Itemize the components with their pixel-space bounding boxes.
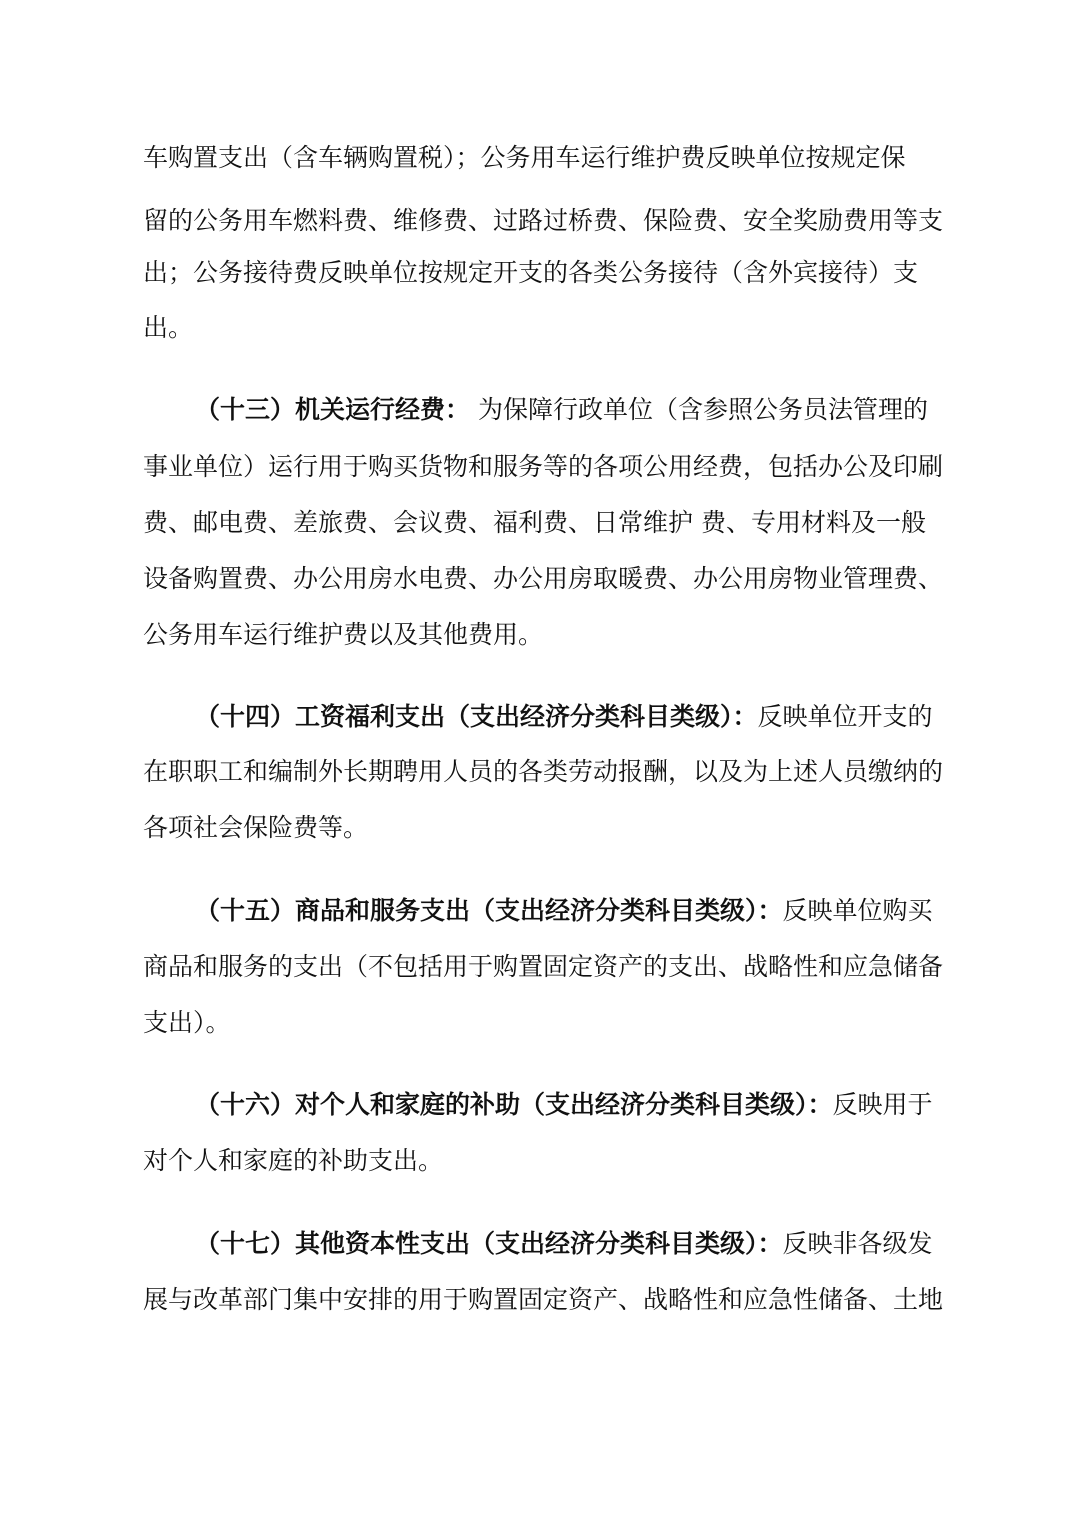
section-15-intro: 反映单位购买	[782, 896, 933, 925]
section-17-intro: 反映非各级发	[782, 1229, 933, 1258]
paragraph-line: 展与改革部门集中安排的用于购置固定资产、战略性和应急性储备、土地	[143, 1285, 944, 1314]
section-16-intro: 反映用于	[832, 1090, 933, 1119]
section-13-heading: （十三）机关运行经费：	[195, 395, 471, 424]
section-15-first-line	[195, 891, 933, 931]
paragraph-line: 各项社会保险费等。	[143, 813, 369, 842]
paragraph-line: 公务用车运行维护费以及其他费用。	[143, 620, 544, 649]
paragraph-line: 出；公务接待费反映单位按规定开支的各类公务接待（含外宾接待）支	[143, 258, 919, 287]
paragraph-line: 车购置支出（含车辆购置税）；公务用车运行维护费反映单位按规定保	[143, 143, 906, 172]
paragraph-line: 费、邮电费、差旅费、会议费、福利费、日常维护 费、专用材料及一般	[143, 508, 926, 537]
section-13-first-line	[195, 390, 933, 430]
paragraph-line: 事业单位）运行用于购买货物和服务等的各项公用经费，包括办公及印刷	[143, 452, 944, 481]
section-14-first-line	[195, 697, 933, 737]
paragraph-line: 对个人和家庭的补助支出。	[143, 1146, 444, 1175]
paragraph-line: 支出）。	[143, 1008, 231, 1037]
paragraph-line: 留的公务用车燃料费、维修费、过路过桥费、保险费、安全奖励费用等支	[143, 206, 944, 235]
section-17-first-line	[195, 1224, 933, 1264]
paragraph-line: 出。	[143, 313, 194, 342]
section-15-heading: （十五）商品和服务支出（支出经济分类科目类级）：	[195, 896, 783, 925]
section-17-heading: （十七）其他资本性支出（支出经济分类科目类级）：	[195, 1229, 783, 1258]
section-14-heading: （十四）工资福利支出（支出经济分类科目类级）：	[195, 702, 758, 731]
section-16-first-line	[195, 1085, 933, 1125]
paragraph-line: 商品和服务的支出（不包括用于购置固定资产的支出、战略性和应急储备	[143, 952, 944, 981]
paragraph-line: 设备购置费、办公用房水电费、办公用房取暖费、办公用房物业管理费、	[143, 564, 944, 593]
section-14-intro: 反映单位开支的	[757, 702, 933, 731]
section-13-intro: 为保障行政单位（含参照公务员法管理的	[470, 395, 928, 424]
section-16-heading: （十六）对个人和家庭的补助（支出经济分类科目类级）：	[195, 1090, 833, 1119]
paragraph-line: 在职职工和编制外长期聘用人员的各类劳动报酬，以及为上述人员缴纳的	[143, 757, 944, 786]
